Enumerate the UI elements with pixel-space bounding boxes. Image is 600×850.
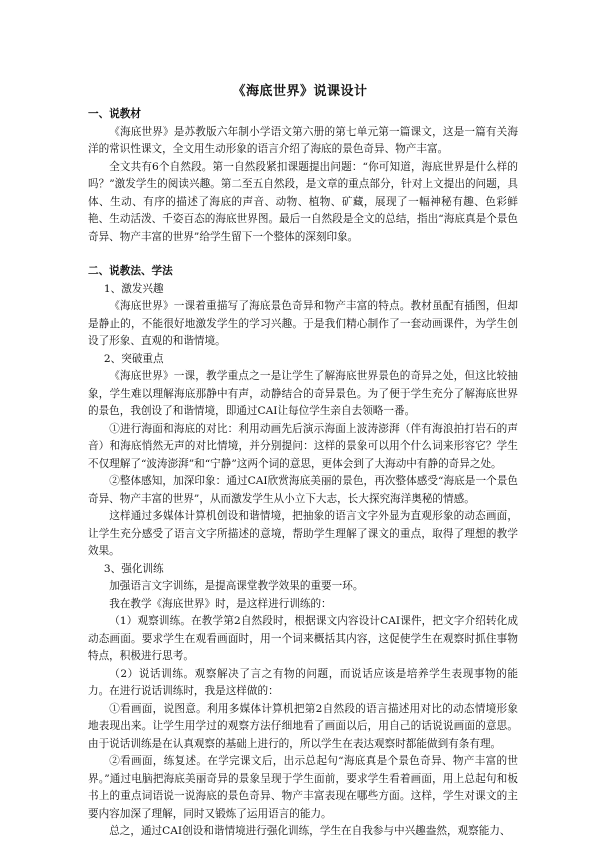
paragraph: ②看画面，练复述。在学完课文后，出示总起句“海底真是个景色奇异、物产丰富的世界。”通过电脑把海底美丽奇异的景象呈现于学生面前，要求学生看着画面，用上总起句和板书上的重点词语说一说海底的景色奇异、物产丰富表现在哪些方面。这样，学生对课文的主要内容加深了理解，同时又锻炼了运用语言的能力。 (88, 755, 518, 820)
paragraph: 《海底世界》是苏教版六年制小学语文第六册的第七单元第一篇课文，这是一篇有关海洋的常识性课文，全文用生动形象的语言介绍了海底的景色奇异、物产丰富。 (88, 125, 518, 155)
paragraph: （2）说话训练。观察解决了言之有物的问题，而说话应该是培养学生表现事物的能力。在进行说话训练时，我是这样做的： (88, 667, 518, 697)
document-title: 《海底世界》说课设计 (232, 84, 368, 99)
section-teaching-methods (88, 263, 518, 841)
paragraph: 《海底世界》一课，教学重点之一是让学生了解海底世界景色的奇异之处，但这比较抽象，学生难以理解海底那静中有声，动静结合的奇异景色。为了便于学生充分了解海底世界的景色，我创设了和谐情境，即通过CAI让每位学生亲自去领略一番。 (88, 370, 518, 417)
paragraph: （1）观察训练。在教学第2自然段时，根据课文内容设计CAI课件，把文字介绍转化成动态画面。要求学生在观看画面时，用一个词来概括其内容，这促使学生在观察时抓住事物特点，积极进行思考。 (88, 615, 518, 662)
section-spacer (88, 246, 518, 263)
paragraph: 总之，通过CAI创设和谐情境进行强化训练，学生在自我参与中兴趣盎然，观察能力、 (109, 825, 511, 837)
paragraph: 这样通过多媒体计算机创设和谐情境，把抽象的语言文字外显为直观形象的动态画面，让学生充分感受了语言文字所描述的意境，帮助学生理解了课文的重点，取得了理想的教学效果。 (88, 510, 518, 557)
paragraph: 我在教学《海底世界》时，是这样进行训练的： (109, 597, 332, 610)
sub-heading: 3、强化训练 (103, 562, 164, 575)
paragraph: 加强语言文字训练，是提高课堂教学效果的重要一环。 (109, 580, 364, 592)
sub-heading: 1、激发兴趣 (103, 282, 164, 295)
document-body (88, 106, 518, 841)
paragraph: ②整体感知，加深印象：通过CAI欣赏海底美丽的景色，再次整体感受“海底是一个景色奇异、物产丰富的世界”，从而激发学生从小立下大志，长大探究海洋奥秘的情感。 (88, 475, 518, 505)
paragraph: ①进行海面和海底的对比：利用动画先后演示海面上波涛澎湃（伴有海浪拍打岩石的声音）和海底悄然无声的对比情境，并分别提问：这样的景象可以用个什么词来形容它？学生不仅理解了“波涛澎湃”和“宁静”这两个词的意思，更体会到了大海动中有静的奇异之处。 (88, 422, 518, 470)
paragraph: 全文共有6个自然段。第一自然段紧扣课题提出问题：“你可知道，海底世界是什么样的吗？”激发学生的阅读兴趣。第二至五自然段，是文章的重点部分，针对上文提出的问题，具体、生动、有序的描述了海底的声音、动物、植物、矿藏，展现了一幅神秘有趣、色彩鲜艳、生动活泼、千姿百态的海底世界图。最后一自然段是全文的总结，指出“海底真是个景色奇异、物产丰富的世界”给学生留下一个整体的深刻印象。 (88, 160, 518, 243)
section-heading: 一、说教材 (88, 108, 141, 120)
sub-heading: 2、突破重点 (103, 352, 164, 365)
section-teaching-material (88, 106, 518, 246)
paragraph: ①看画面，说图意。利用多媒体计算机把第2自然段的语言描述用对比的动态情境形象地表现出来。让学生用学过的观察方法仔细地看了画面以后，用自己的话说说画面的意思。由于说话训练是在认真观察的基础上进行的，所以学生在表达观察时都能做到有条有理。 (88, 702, 518, 750)
paragraph: 《海底世界》一课着重描写了海底景色奇异和物产丰富的特点。教材虽配有插图，但却是静止的，不能很好地激发学生的学习兴趣。于是我们精心制作了一套动画课件，为学生创设了形象、直观的和谐情境。 (88, 300, 518, 347)
section-heading: 二、说教法、学法 (88, 265, 173, 277)
